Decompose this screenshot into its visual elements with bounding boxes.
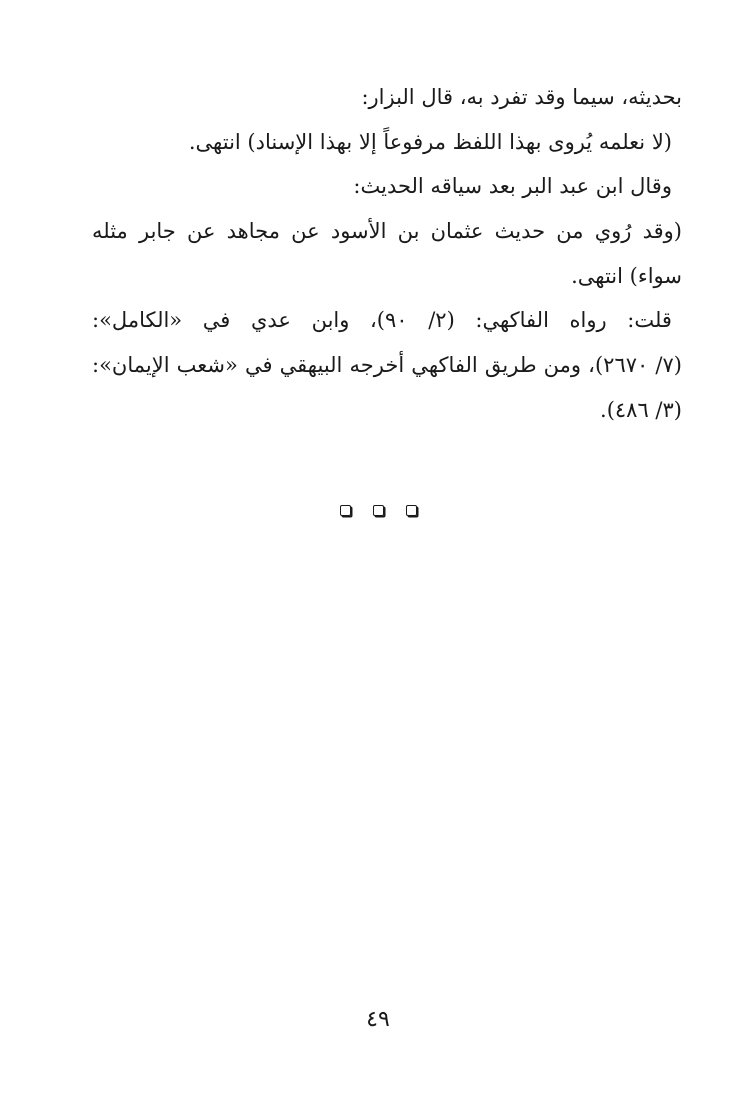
- section-divider-ornament: [0, 505, 756, 516]
- text-line-6: قلت: رواه الفاكهي: (٢/ ٩٠)، وابن عدي في «الكامل»:: [92, 308, 672, 333]
- text-line-5: سواء) انتهى.: [571, 263, 682, 288]
- divider-box-icon: [406, 505, 417, 516]
- body-text: [92, 82, 682, 440]
- divider-box-icon: [373, 505, 384, 516]
- text-line-4: (وقد رُوي من حديث عثمان بن الأسود عن مجاهد عن جابر مثله: [92, 219, 682, 244]
- text-line-3: وقال ابن عبد البر بعد سياقه الحديث:: [353, 174, 672, 199]
- page-number: ٤٩: [366, 1007, 390, 1032]
- divider-box-icon: [340, 505, 351, 516]
- text-line-1: بحديثه، سيما وقد تفرد به، قال البزار:: [361, 85, 682, 109]
- text-line-2: (لا نعلمه يُروى بهذا اللفظ مرفوعاً إلا بهذا الإسناد) انتهى.: [188, 129, 672, 154]
- text-line-7: (٧/ ٢٦٧٠)، ومن طريق الفاكهي أخرجه البيهقي في «شعب الإيمان»:: [92, 353, 682, 378]
- text-line-8: (٣/ ٤٨٦).: [600, 397, 682, 422]
